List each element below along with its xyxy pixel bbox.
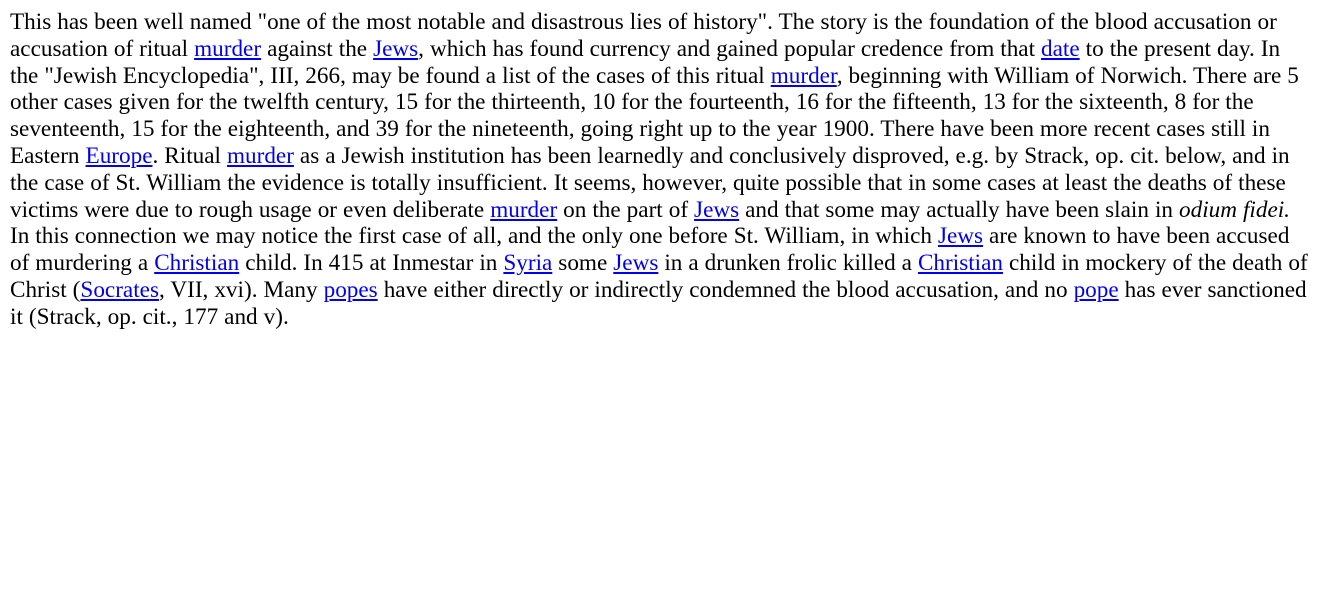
link-murder[interactable]: murder	[226, 142, 294, 169]
paragraph-text: to the present day. In the "Jewish Encyclopedia", III, 266, may be found a list of the cases of this ritual	[10, 35, 1281, 89]
paragraph-text: has ever sanctioned it (Strack, op. cit., 177 and v).	[10, 276, 1307, 330]
paragraph-text: some	[552, 250, 614, 277]
link-murder[interactable]: murder	[770, 62, 837, 89]
paragraph-text: . Ritual	[152, 142, 227, 169]
link-jews[interactable]: Jews	[694, 196, 740, 223]
link-jews[interactable]: Jews	[373, 35, 419, 62]
paragraph-text: on the part of	[557, 196, 695, 223]
paragraph-text: In this connection we may notice the first case of all, and the only one before St. William, in which	[10, 223, 938, 250]
article-paragraph	[10, 9, 1310, 331]
paragraph-text: against the	[261, 35, 374, 62]
link-socrates[interactable]: Socrates	[80, 276, 159, 303]
paragraph-text: , which has found currency and gained popular credence from that	[418, 35, 1042, 62]
paragraph-text: child in mockery of the death of Christ (	[10, 250, 1308, 303]
paragraph-text: , beginning with William of Norwich. There are 5 other cases given for the twelfth century, 15 for the thirteenth, 10 for the fourteenth, 16 for the fifteenth, 13 for the sixteenth, 8 for the seventeenth, 15 for the eighteenth, and 39 for the nineteenth, going right up to the year 1900. There have been more recent cases still in Eastern	[10, 62, 1299, 169]
link-murder[interactable]: murder	[490, 196, 558, 223]
paragraph-text: are known to have been accused of murdering a	[10, 223, 1290, 277]
paragraph-text: as a Jewish institution has been learnedly and conclusively disproved, e.g. by Strack, op. cit. below, and in the case of St. William the evidence is totally insufficient. It seems, however, quite possible that in some cases at least the deaths of these victims were due to rough usage or even deliberate	[10, 142, 1290, 223]
paragraph-text: , VII, xvi). Many	[158, 276, 324, 303]
link-syria[interactable]: Syria	[503, 250, 553, 277]
paragraph-text: and that some may actually have been slain in	[739, 196, 1179, 223]
link-date[interactable]: date	[1041, 35, 1080, 62]
link-pope[interactable]: pope	[1073, 276, 1119, 303]
link-europe[interactable]: Europe	[85, 142, 153, 169]
link-jews[interactable]: Jews	[937, 223, 984, 250]
paragraph-text: have either directly or indirectly condemned the blood accusation, and no	[377, 276, 1074, 303]
link-murder[interactable]: murder	[194, 35, 262, 62]
paragraph-text: in a drunken frolic killed a	[658, 250, 918, 277]
link-popes[interactable]: popes	[323, 276, 378, 303]
paragraph-text: This has been well named "one of the most notable and disastrous lies of history". The story is the foundation of the blood accusation or accusation of ritual	[10, 9, 1277, 62]
link-christian[interactable]: Christian	[154, 250, 240, 277]
link-christian[interactable]: Christian	[917, 250, 1003, 277]
italic-phrase: odium fidei.	[1179, 196, 1290, 223]
paragraph-text: child. In 415 at Inmestar in	[239, 250, 504, 277]
link-jews[interactable]: Jews	[613, 250, 659, 277]
